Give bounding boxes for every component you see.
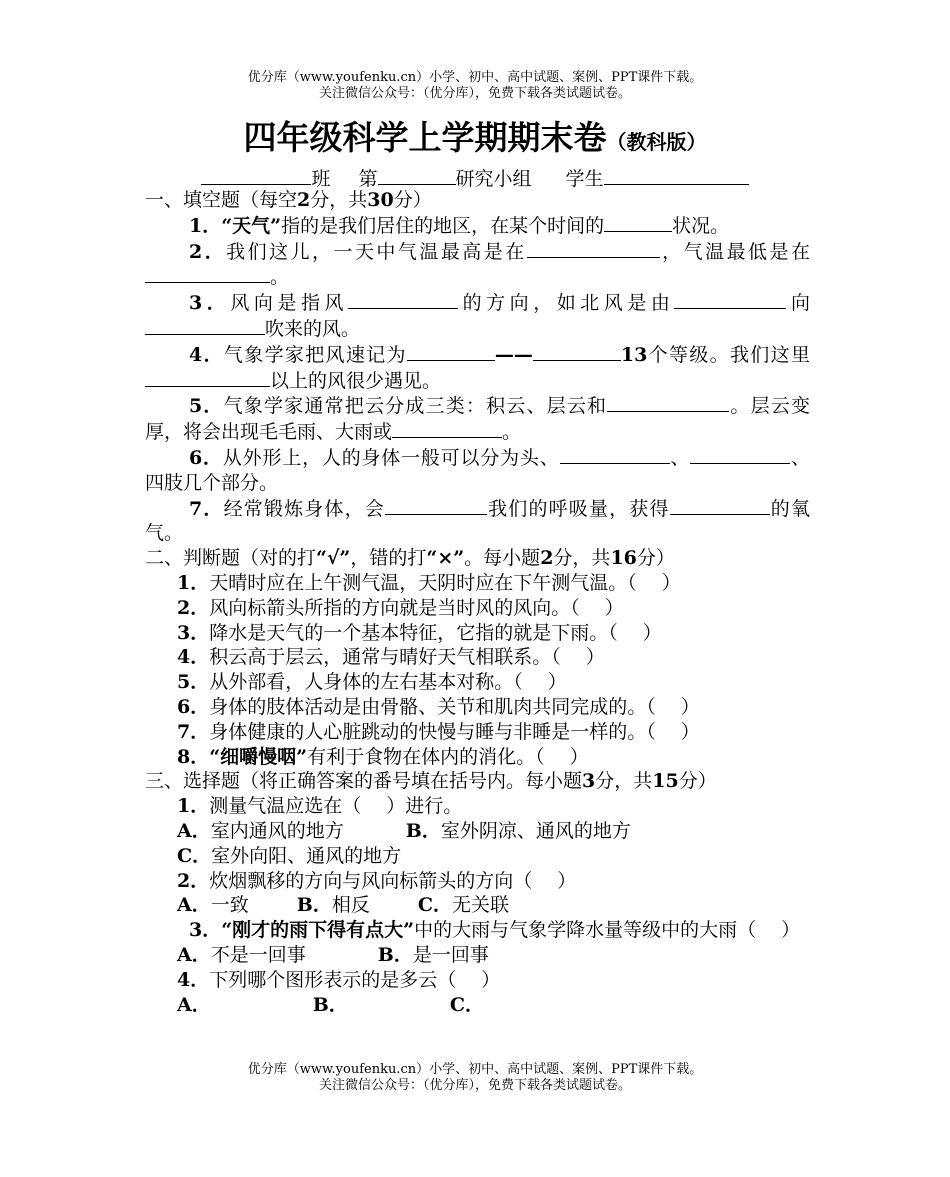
- choice-question-2: 2．炊烟飘移的方向与风向标箭头的方向（ ）: [177, 869, 577, 892]
- answer-blank[interactable]: [145, 264, 270, 283]
- judge-item: 4．积云高于层云，通常与晴好天气相联系。（ ）: [177, 646, 605, 669]
- judge-item: 6．身体的肢体活动是由骨骼、关节和肌肉共同完成的。（ ）: [177, 695, 700, 718]
- answer-blank[interactable]: [385, 496, 487, 515]
- q7-tail: 的氧气。: [145, 497, 810, 545]
- answer-blank[interactable]: [392, 419, 502, 438]
- choice-options-1: A．室内通风的地方 B．室外阴凉、通风的地方: [177, 819, 631, 842]
- judge-quote: “细嚼慢咽”: [209, 745, 308, 768]
- option-c: 室外向阳、通风的地方: [211, 844, 402, 867]
- q-number: 2: [177, 869, 191, 892]
- q7-text-b: 我们的呼吸量，获得: [486, 497, 670, 520]
- q-number: 1: [177, 795, 191, 818]
- option-label-a: A: [177, 894, 192, 917]
- footer-line-2: 关注微信公众号：（优分库），免费下载各类试题试卷。: [318, 1078, 631, 1093]
- s2-heading-mid1: ，错的打: [350, 547, 427, 570]
- s2-mark-right: “√”: [316, 547, 351, 570]
- fill-question-1: 1．“天气”指的是我们居住的地区，在某个时间的 状况。: [189, 214, 730, 237]
- q-number: 6: [189, 446, 203, 469]
- q-number: 5: [177, 671, 191, 694]
- choice-text: 炊烟飘移的方向与风向标箭头的方向（ ）: [209, 869, 577, 892]
- answer-blank[interactable]: [690, 445, 790, 464]
- fill-question-7: 7．经常锻炼身体，会 我们的呼吸量，获得 的氧气。: [145, 497, 810, 545]
- option-label-b: B: [312, 993, 329, 1016]
- q2-text: 我们这儿，一天中气温最高是在: [226, 240, 527, 263]
- fill-question-3: 3．风向是指风 的方向，如北风是由 向吹来的风。: [145, 290, 810, 342]
- q-number: 3: [189, 292, 203, 315]
- q-number: 6: [177, 695, 191, 718]
- answer-blank[interactable]: [674, 290, 786, 309]
- title-main: 四年级科学上学期期末卷: [243, 118, 607, 157]
- choice-text: 测量气温应选在（ ）进行。: [209, 795, 463, 818]
- answer-blank[interactable]: [348, 290, 458, 309]
- q4-number: 13: [620, 343, 648, 366]
- q3-tail: 吹来的风。: [265, 317, 361, 340]
- answer-blank[interactable]: [607, 393, 729, 412]
- q-number: 5: [189, 395, 203, 418]
- option-label-a: A: [177, 993, 192, 1016]
- answer-blank[interactable]: [145, 316, 265, 335]
- option-label-c: C: [417, 894, 433, 917]
- fill-question-5: 5．气象学家通常把云分成三类：积云、层云和 。层云变厚，将会出现毛毛雨、大雨或 。: [145, 395, 810, 444]
- judge-text: 天晴时应在上午测气温，天阴时应在下午测气温。（ ）: [209, 571, 681, 594]
- judge-text: 风向标箭头所指的方向就是当时风的风向。（ ）: [209, 596, 624, 619]
- footer-line-1: 优分库（www.youfenku.cn）小学、初中、高中试题、案例、PPT课件下载。: [247, 1062, 703, 1077]
- option-c: 无关联: [452, 894, 510, 917]
- answer-blank[interactable]: [560, 445, 670, 464]
- section1-heading: [145, 188, 810, 213]
- s1-heading-n2: 30: [367, 189, 394, 211]
- q-number: 3: [177, 621, 191, 644]
- s1-heading-pre: 一、填空题（每空: [145, 189, 298, 211]
- option-b: 相反: [331, 894, 370, 917]
- q6-text: 从外形上，人的身体一般可以分为头、: [222, 446, 560, 469]
- q-number: 4: [177, 646, 191, 669]
- q-number: 4: [189, 343, 203, 366]
- judge-text: 降水是天气的一个基本特征，它指的就是下雨。（ ）: [209, 621, 662, 644]
- fill-question-2: 2．我们这儿，一天中气温最高是在 ，气温最低是在。: [145, 239, 810, 291]
- header-line-2: 关注微信公众号：（优分库），免费下载各类试题试卷。: [318, 86, 631, 101]
- choice-options-4: A． B． C．: [177, 993, 484, 1016]
- s1-heading-mid: 分，共: [310, 189, 368, 211]
- q3-text-c: 向: [786, 292, 810, 315]
- title-sub: （教科版）: [606, 130, 707, 154]
- choice-options-2: A．一致 B．相反 C．无关联: [177, 894, 510, 917]
- section2-heading: [145, 546, 810, 571]
- exam-body: [145, 188, 810, 1017]
- q2-tail: 。: [270, 266, 290, 289]
- group-label: 研究小组: [455, 168, 532, 190]
- answer-blank[interactable]: [527, 239, 660, 258]
- option-label-b: B: [405, 819, 422, 842]
- q4-tail: 以上的风很少遇见。: [270, 369, 442, 392]
- option-label-a: A: [177, 819, 192, 842]
- s2-heading-n2: 16: [610, 547, 637, 570]
- judge-text: 有利于食物在体内的消化。（ ）: [307, 745, 589, 768]
- choice-text: 下列哪个图形表示的是多云（ ）: [209, 968, 501, 991]
- q5-text-b: 。层云变厚，将会出现毛毛雨、大雨或: [145, 395, 810, 444]
- student-blank[interactable]: [604, 166, 749, 185]
- page-footer: [0, 1062, 950, 1094]
- choice-options-3: A．不是一回事 B．是一回事: [177, 943, 489, 966]
- judge-item: 8．“细嚼慢咽”有利于食物在体内的消化。（ ）: [177, 745, 589, 768]
- answer-blank[interactable]: [670, 496, 770, 515]
- section3-heading: [145, 769, 810, 794]
- choice-text: 中的大雨与气象学降水量等级中的大雨（ ）: [414, 919, 801, 942]
- q-number: 3: [189, 919, 203, 942]
- option-a: 室内通风的地方: [210, 819, 344, 842]
- s2-heading-mid3: 分，共: [553, 547, 611, 570]
- judge-text: 身体的肢体活动是由骨骼、关节和肌肉共同完成的。（ ）: [209, 695, 700, 718]
- judge-item: 3．降水是天气的一个基本特征，它指的就是下雨。（ ）: [177, 621, 662, 644]
- s3-heading-pre: 三、选择题（将正确答案的番号填在括号内。每小题: [145, 770, 583, 793]
- s2-mark-wrong: “×”: [426, 547, 465, 570]
- judge-item: 1．天晴时应在上午测气温，天阴时应在下午测气温。（ ）: [177, 571, 681, 594]
- s3-heading-mid: 分，共: [595, 770, 653, 793]
- choice-options-1c: C．室外向阳、通风的地方: [177, 844, 402, 867]
- header-line-1: 优分库（www.youfenku.cn）小学、初中、高中试题、案例、PPT课件下载。: [247, 70, 703, 85]
- answer-blank[interactable]: [407, 342, 495, 361]
- judge-text: 从外部看，人身体的左右基本对称。（ ）: [209, 671, 567, 694]
- q4-text-c: 个等级。我们这里: [647, 343, 810, 366]
- option-a: 不是一回事: [210, 943, 306, 966]
- option-label-b: B: [377, 943, 394, 966]
- judge-text: 身体健康的人心脏跳动的快慢与睡与非睡是一样的。（ ）: [209, 720, 700, 743]
- q1-tail: 状况。: [672, 214, 730, 237]
- number-label: 第: [358, 168, 378, 190]
- s3-heading-n1: 3: [582, 770, 596, 793]
- q4-dash: ——: [494, 343, 533, 366]
- q-number: 4: [177, 968, 191, 991]
- q-number: 8: [177, 745, 191, 768]
- student-label: 学生: [565, 168, 604, 190]
- q-number: 1: [177, 571, 191, 594]
- answer-blank[interactable]: [533, 342, 621, 361]
- option-label-c: C: [177, 844, 193, 867]
- option-b: 是一回事: [412, 943, 489, 966]
- q-number: 1: [189, 214, 203, 237]
- choice-question-1: 1．测量气温应选在（ ）进行。: [177, 795, 463, 818]
- q4-text: 气象学家把风速记为: [223, 343, 407, 366]
- s1-heading-post: 分）: [393, 189, 432, 211]
- q-number: 7: [189, 497, 203, 520]
- judge-item: 7．身体健康的人心脏跳动的快慢与睡与非睡是一样的。（ ）: [177, 720, 700, 743]
- fill-question-4: 4．气象学家把风速记为 —— 13个等级。我们这里以上的风很少遇见。: [145, 342, 810, 394]
- q-number: 2: [177, 596, 191, 619]
- judge-item: 5．从外部看，人身体的左右基本对称。（ ）: [177, 671, 567, 694]
- q5-text: 气象学家通常把云分成三类：积云、层云和: [223, 395, 608, 418]
- option-label-a: A: [177, 943, 192, 966]
- judge-text: 积云高于层云，通常与晴好天气相联系。（ ）: [209, 646, 605, 669]
- answer-blank[interactable]: [604, 213, 672, 232]
- q-number: 2: [189, 240, 203, 263]
- answer-blank[interactable]: [145, 368, 270, 387]
- class-blank[interactable]: [201, 166, 311, 185]
- option-label-b: B: [296, 894, 313, 917]
- option-b: 室外阴凉、通风的地方: [440, 819, 631, 842]
- option-label-c: C: [449, 993, 465, 1016]
- option-a: 一致: [210, 894, 249, 917]
- q3-text-b: 的方向，如北风是由: [458, 292, 675, 315]
- s1-heading-n1: 2: [297, 189, 311, 211]
- q1-quote: “天气”: [221, 214, 282, 237]
- q2-text-b: ，气温最低是在: [659, 240, 810, 263]
- judge-item: 2．风向标箭头所指的方向就是当时风的风向。（ ）: [177, 596, 624, 619]
- fill-question-6: 6．从外形上，人的身体一般可以分为头、 、 、四肢几个部分。: [145, 446, 810, 494]
- q7-text: 经常锻炼身体，会: [223, 497, 385, 520]
- q1-text: 指的是我们居住的地区，在某个时间的: [281, 214, 605, 237]
- choice-question-4: 4．下列哪个图形表示的是多云（ ）: [177, 968, 501, 991]
- group-blank[interactable]: [378, 166, 456, 185]
- q6-sep: 、: [669, 446, 691, 469]
- class-label: 班: [311, 168, 331, 190]
- s3-heading-post: 分）: [678, 770, 717, 793]
- q5-tail: 。: [502, 421, 522, 444]
- q-number: 7: [177, 720, 191, 743]
- page-header: [0, 70, 950, 102]
- s2-heading-mid2: 。每小题: [464, 547, 541, 570]
- exam-title: [0, 116, 950, 164]
- q3-text: 风向是指风: [230, 292, 349, 315]
- s3-heading-n2: 15: [652, 770, 679, 793]
- s2-heading-n1: 2: [540, 547, 554, 570]
- choice-quote: “刚才的雨下得有点大”: [221, 919, 415, 942]
- s2-heading-post: 分）: [636, 547, 675, 570]
- s2-heading-pre: 二、判断题（对的打: [145, 547, 317, 570]
- choice-question-3: 3．“刚才的雨下得有点大”中的大雨与气象学降水量等级中的大雨（ ）: [189, 919, 801, 942]
- q6-tail: 、四肢几个部分。: [145, 446, 810, 494]
